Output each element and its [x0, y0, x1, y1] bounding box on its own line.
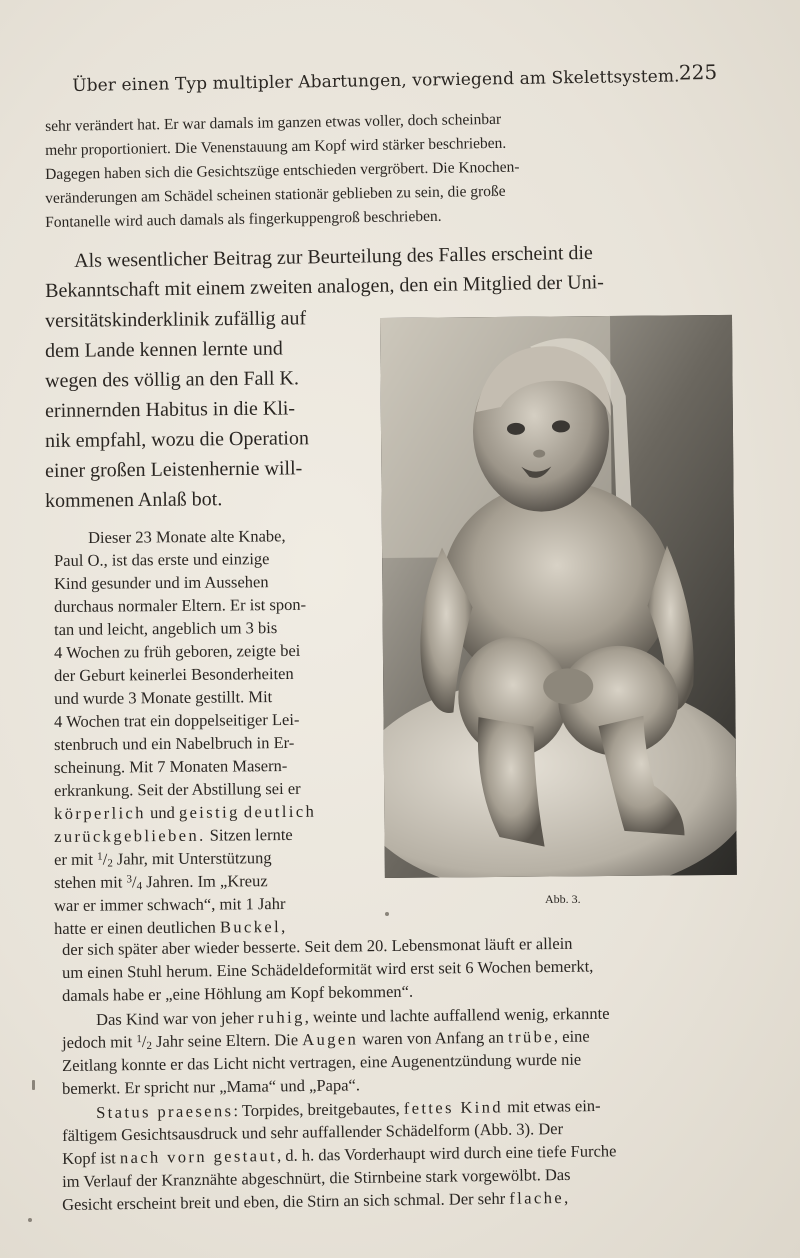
text-line: bemerkt. Er spricht nur „Mama“ und „Papa“.	[62, 1075, 361, 1098]
fraction-numerator: 1	[136, 1033, 142, 1046]
text-line: scheinung. Mit 7 Monaten Masern-	[54, 755, 288, 777]
photo-figure	[380, 315, 737, 878]
photo-child-icon	[380, 315, 737, 878]
text-line: der sich später aber wieder besserte. Seit dem 20. Lebensmonat läuft er allein	[62, 933, 573, 959]
fraction-denominator: 2	[107, 857, 113, 870]
text-line: im Verlauf der Kranznähte abgeschnürt, die Stirnbeine stark vorgewölbt. Das	[62, 1164, 571, 1191]
text-line: stehen mit $^3$/4 Jahren. Im „Kreuz	[54, 871, 268, 893]
text-fragment: waren von Anfang an	[358, 1027, 509, 1049]
text-line: Zeitlang konnte er das Licht nicht vertragen, eine Augenentzündung wurde nie	[62, 1049, 582, 1075]
header-title: Über einen Typ multipler Abartungen, vorwiegend am Skelettsystem.	[72, 66, 680, 96]
text-fragment: Jahr seine Eltern. Die	[151, 1030, 303, 1051]
spaced-word: geistig	[178, 802, 240, 822]
text-line: durchaus normaler Eltern. Er ist spon-	[54, 594, 307, 616]
text-line: erinnernden Habitus in die Kli-	[45, 397, 296, 422]
text-fragment: hatte er einen deutlichen	[54, 917, 221, 938]
text-fragment: ,	[563, 1187, 569, 1207]
spaced-word: nach vorn gestaut	[119, 1145, 278, 1168]
text-line: damals habe er „eine Höhlung am Kopf bekommen“.	[62, 981, 414, 1005]
text-fragment: Jahren. Im „Kreuz	[141, 871, 268, 892]
spaced-word: ruhig	[257, 1007, 305, 1028]
page-number: 225	[678, 59, 718, 85]
text-line: der Geburt keinerlei Besonderheiten	[54, 663, 294, 685]
fraction-numerator: 3	[126, 873, 133, 886]
spaced-word: trübe	[507, 1026, 555, 1047]
spaced-word: flache	[509, 1187, 565, 1208]
text-line: war er immer schwach“, mit 1 Jahr	[54, 893, 286, 915]
text-line: kommenen Anlaß bot.	[45, 488, 223, 512]
text-line: wegen des völlig an den Fall K.	[45, 367, 300, 392]
text-line: nik empfahl, wozu die Operation	[45, 427, 310, 452]
scan-speck	[28, 1218, 32, 1222]
text-line	[54, 917, 285, 939]
text-line: Fontanelle wird auch damals als fingerkuppengroß beschrieben.	[45, 207, 442, 231]
text-fragment: Jahr, mit Unterstützung	[112, 848, 272, 869]
text-line: sehr verändert hat. Er war damals im ganzen etwas voller, doch scheinbar	[45, 110, 502, 135]
fraction-denominator: 4	[136, 880, 143, 893]
spaced-word: zurückgeblieben.	[54, 825, 206, 846]
text-line: fältigem Gesichtsausdruck und sehr auffallender Schädelform (Abb. 3). Der	[62, 1119, 564, 1145]
running-header	[72, 60, 717, 100]
text-line: um einen Stuhl herum. Eine Schädeldeformität wird erst seit 6 Wochen bemerkt,	[62, 956, 594, 982]
text-fragment: Gesicht erscheint breit und eben, die Stirn an sich schmal. Der sehr	[62, 1188, 510, 1214]
text-line	[54, 802, 316, 824]
spaced-word: Augen	[302, 1029, 359, 1050]
text-fragment: mit etwas ein-	[502, 1095, 601, 1117]
text-fragment: er mit	[54, 849, 98, 869]
fraction-denominator: 2	[146, 1039, 153, 1052]
text-fragment: und	[145, 802, 179, 823]
text-line: 4 Wochen trat ein doppelseitiger Lei-	[54, 709, 300, 731]
fraction-numerator: 1	[97, 850, 103, 863]
text-fragment: jedoch mit	[62, 1032, 137, 1052]
text-fragment: Kopf ist	[62, 1148, 121, 1168]
text-line	[96, 1004, 610, 1030]
text-line: Dagegen haben sich die Gesichtszüge entschieden vergröbert. Die Knochen-	[45, 158, 520, 183]
text-fragment: : Torpides, breitgebautes,	[233, 1098, 404, 1121]
text-fragment: , weinte und lachte auffallend wenig, erkannte	[304, 1003, 610, 1027]
text-fragment: Das Kind war von jeher	[96, 1008, 258, 1029]
text-line: versitätskinderklinik zufällig auf	[45, 307, 307, 332]
text-line: Bekanntschaft mit einem zweiten analogen, den ein Mitglied der Uni-	[45, 271, 604, 302]
text-fragment: ,	[280, 916, 286, 937]
text-line: Kind gesunder und im Aussehen	[54, 572, 269, 593]
text-line: und wurde 3 Monate gestillt. Mit	[54, 687, 273, 708]
text-line: tan und leicht, angeblich um 3 bis	[54, 618, 278, 639]
text-fragment: , d. h. das Vorderhaupt wird durch eine tiefe Furche	[276, 1141, 617, 1165]
scan-speck	[32, 1080, 35, 1090]
text-line: jedoch mit $^1$/2 Jahr seine Eltern. Die Augen waren von Anfang an trübe, eine	[62, 1026, 590, 1052]
text-line: er mit $^1$/2 Jahr, mit Unterstützung	[54, 848, 272, 870]
text-line: erkrankung. Seit der Abstillung sei er	[54, 778, 301, 800]
figure-caption: Abb. 3.	[545, 892, 581, 906]
text-line: mehr proportioniert. Die Venenstauung am Kopf wird stärker beschrieben.	[45, 134, 507, 159]
scan-speck	[385, 912, 389, 916]
text-line: Als wesentlicher Beitrag zur Beurteilung des Falles erscheint die	[74, 241, 594, 272]
spaced-word: fettes Kind	[403, 1097, 504, 1118]
spaced-word: Buckel	[219, 917, 282, 937]
spaced-word: körperlich	[54, 803, 146, 823]
text-line: stenbruch und ein Nabelbruch in Er-	[54, 732, 295, 754]
text-fragment: stehen mit	[54, 872, 127, 892]
text-line: veränderungen am Schädel scheinen stationär geblieben zu sein, die große	[45, 182, 506, 207]
text-line: einer großen Leistenhernie will-	[45, 457, 303, 482]
text-line: Dieser 23 Monate alte Knabe,	[88, 526, 286, 547]
spaced-word: deutlich	[243, 801, 317, 822]
text-fragment: , eine	[553, 1026, 590, 1046]
text-line	[62, 1188, 568, 1215]
spaced-word: Status praesens	[96, 1101, 234, 1122]
text-fragment: Sitzen lernte	[205, 824, 293, 845]
text-line	[54, 825, 293, 847]
text-line: dem Lande kennen lernte und	[45, 337, 283, 362]
text-line: 4 Wochen zu früh geboren, zeigte bei	[54, 640, 301, 662]
text-line: Paul O., ist das erste und einzige	[54, 549, 270, 570]
